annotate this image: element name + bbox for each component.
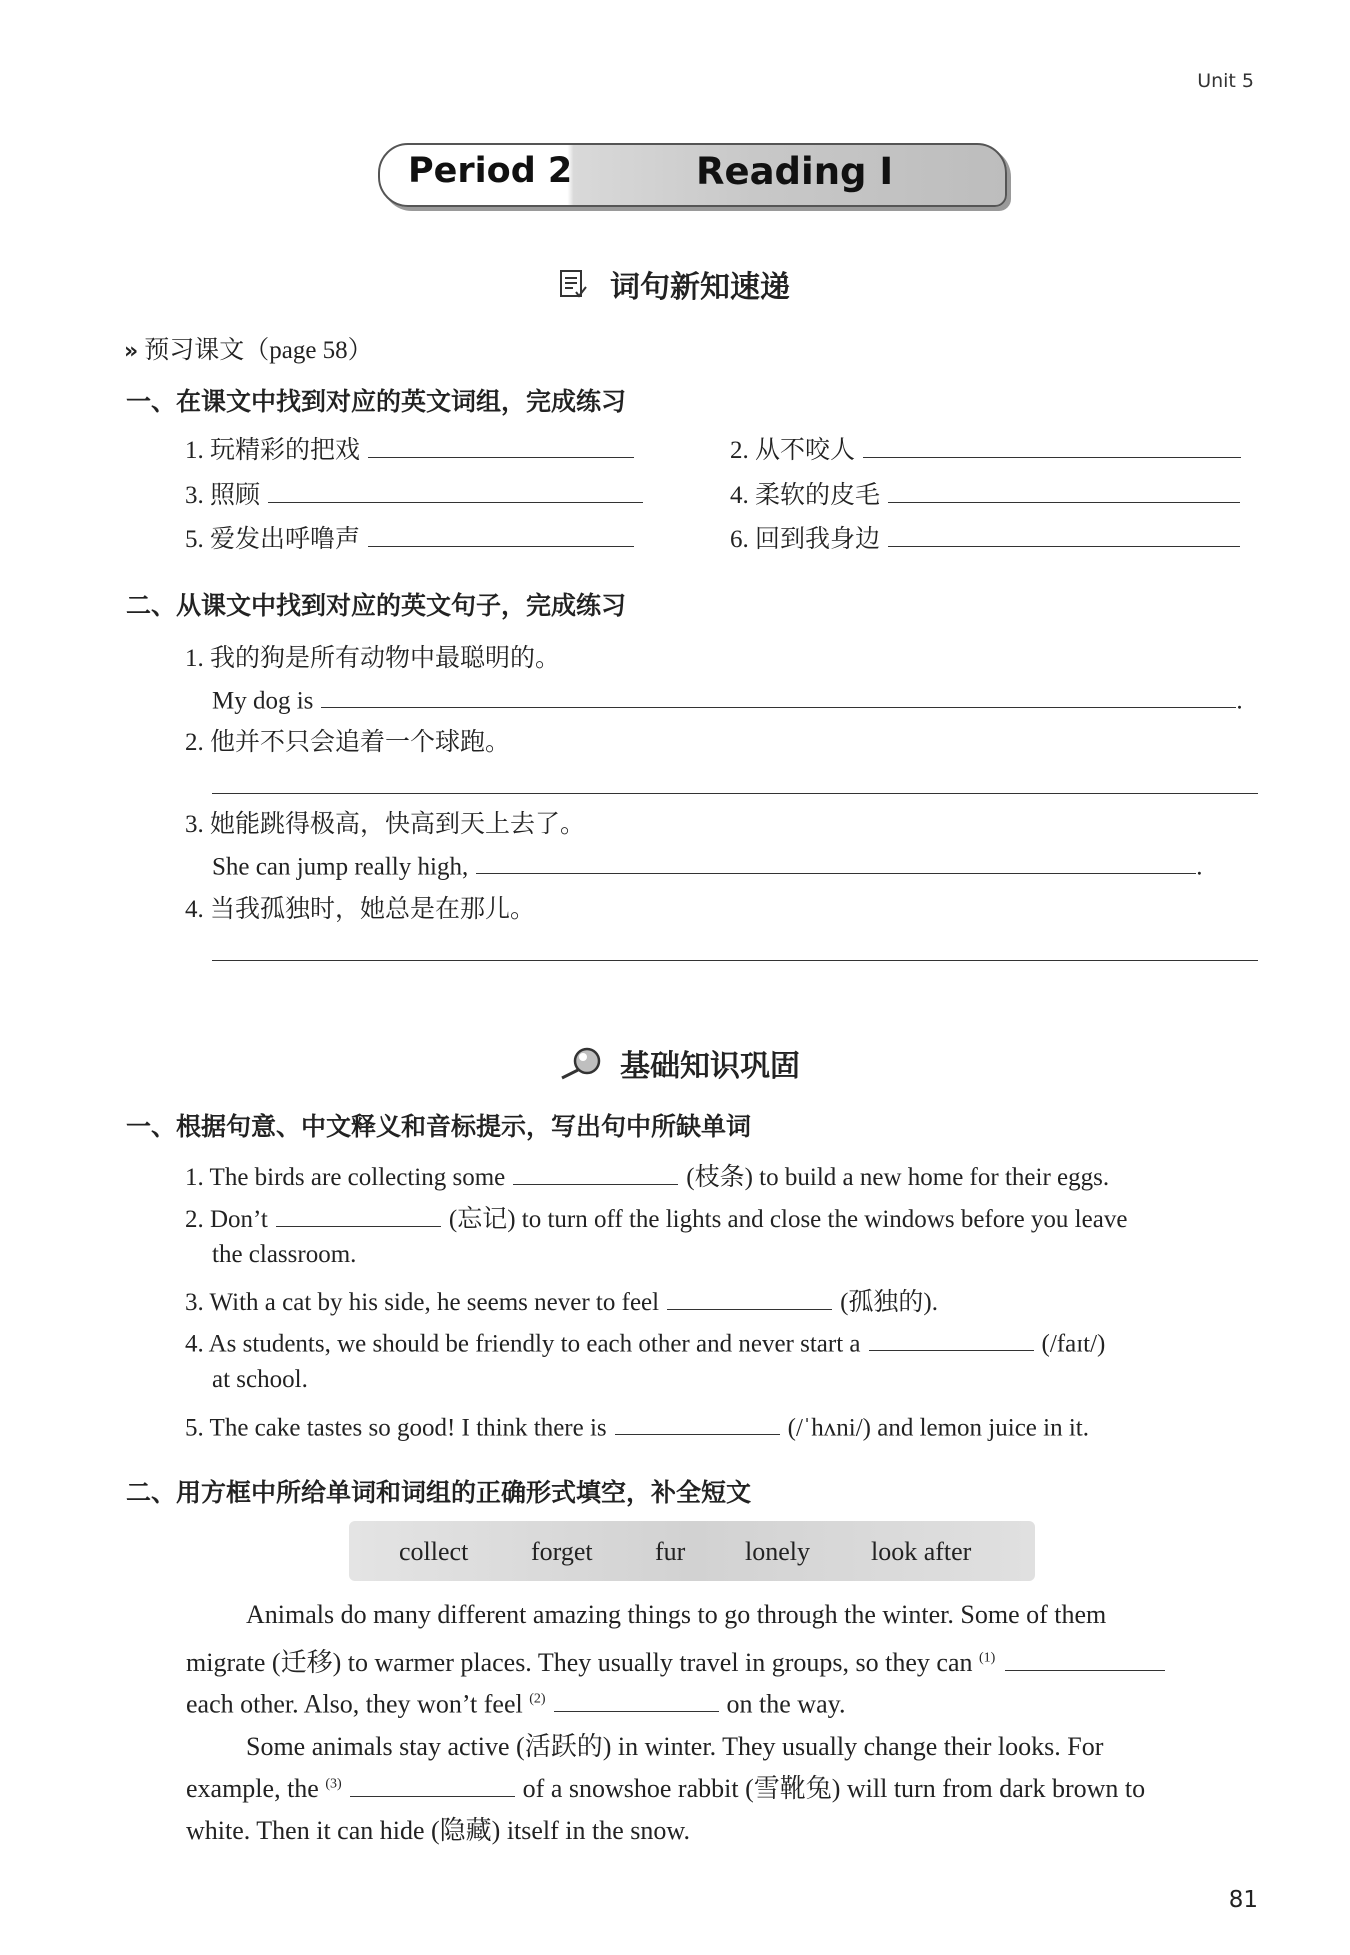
item-hint: (/ˈhʌni/) and lemon juice in it. xyxy=(787,1414,1089,1442)
magnifier-icon xyxy=(558,1045,602,1081)
part-title: 二、从课文中找到对应的英文句子，完成练习 xyxy=(126,591,627,620)
phrase-prompt: 5. 爱发出呼噜声 xyxy=(185,526,361,553)
exercise-item xyxy=(185,1282,938,1318)
section-heading-basics xyxy=(558,1041,800,1085)
sentence-cn: 2. 他并不只会追着一个球跑。 xyxy=(185,729,511,756)
exercise-item xyxy=(185,1324,1105,1358)
item-hint: (孤独的). xyxy=(840,1289,938,1316)
period-banner xyxy=(378,143,1007,207)
item-continuation: at school. xyxy=(212,1366,308,1393)
passage-line xyxy=(186,1768,1145,1805)
item-text: 4. As students, we should be friendly to each other and never start a xyxy=(185,1330,861,1358)
passage-line xyxy=(186,1684,845,1719)
answer-blank[interactable] xyxy=(268,476,643,503)
double-chevron-icon: » xyxy=(124,339,139,364)
answer-blank[interactable] xyxy=(554,1684,719,1712)
exercise-item xyxy=(185,1199,1127,1235)
item-hint: (枝条) to build a new home for their eggs. xyxy=(686,1164,1110,1191)
phrase-item xyxy=(185,430,634,466)
item-text: 3. With a cat by his side, he seems never to feel xyxy=(185,1289,660,1316)
preview-line xyxy=(124,330,373,366)
word-option: lonely xyxy=(745,1537,810,1566)
item-text: 2. Don’t xyxy=(185,1206,268,1233)
passage-line: Animals do many different amazing things to go through the winter. Some of them xyxy=(246,1600,1107,1629)
passage-text: example, the xyxy=(186,1774,319,1803)
answer-blank[interactable] xyxy=(368,431,634,458)
page-number: 81 xyxy=(1228,1887,1258,1913)
word-option: forget xyxy=(531,1537,593,1566)
answer-blank[interactable] xyxy=(1005,1643,1165,1671)
passage-text: of a snowshoe rabbit (雪靴兔) will turn from dark brown to xyxy=(522,1774,1146,1803)
answer-blank[interactable] xyxy=(615,1408,780,1435)
answer-blank[interactable] xyxy=(368,520,634,547)
lesson-label: Reading I xyxy=(696,150,894,193)
passage-line: Some animals stay active (活跃的) in winter. They usually change their looks. For xyxy=(246,1732,1104,1761)
phrase-prompt: 2. 从不咬人 xyxy=(730,437,856,464)
item-hint: (忘记) to turn off the lights and close the windows before you leave xyxy=(448,1206,1128,1233)
word-box xyxy=(349,1521,1035,1581)
unit-label: Unit 5 xyxy=(1197,70,1254,92)
sentence-cn: 1. 我的狗是所有动物中最聪明的。 xyxy=(185,645,561,672)
sentence-cn: 4. 当我孤独时，她总是在那儿。 xyxy=(185,896,536,923)
answer-blank[interactable] xyxy=(276,1200,441,1227)
item-text: 1. The birds are collecting some xyxy=(185,1164,506,1191)
answer-line[interactable] xyxy=(212,960,1258,961)
period-label: Period 2 xyxy=(408,151,573,191)
answer-blank[interactable] xyxy=(667,1283,832,1310)
sentence-en xyxy=(212,681,1243,715)
answer-blank[interactable] xyxy=(863,431,1241,458)
exercise-item xyxy=(185,1408,1089,1442)
word-option: collect xyxy=(399,1537,469,1566)
passage-line xyxy=(186,1642,1165,1679)
phrase-item xyxy=(730,430,1241,466)
answer-blank[interactable] xyxy=(888,520,1240,547)
answer-blank[interactable] xyxy=(888,476,1240,503)
sentence-end: . xyxy=(1196,853,1203,881)
sentence-en xyxy=(212,847,1202,881)
item-text: 5. The cake tastes so good! I think there is xyxy=(185,1414,607,1442)
exercise-item xyxy=(185,1157,1109,1193)
blank-number: (2) xyxy=(529,1691,546,1707)
notes-icon xyxy=(558,269,588,299)
phrase-item xyxy=(185,519,634,555)
section-title: 基础知识巩固 xyxy=(620,1049,800,1084)
answer-line[interactable] xyxy=(212,793,1258,794)
answer-blank[interactable] xyxy=(513,1158,678,1185)
item-continuation: the classroom. xyxy=(212,1241,357,1268)
phrase-prompt: 1. 玩精彩的把戏 xyxy=(185,437,361,464)
phrase-prompt: 6. 回到我身边 xyxy=(730,526,881,553)
word-option: fur xyxy=(655,1537,686,1566)
answer-blank[interactable] xyxy=(350,1769,515,1797)
sentence-start: My dog is xyxy=(212,687,314,715)
phrase-prompt: 3. 照顾 xyxy=(185,482,261,509)
item-hint: (/faɪt/) xyxy=(1041,1330,1106,1358)
phrase-item xyxy=(730,519,1240,555)
phrase-prompt: 4. 柔软的皮毛 xyxy=(730,482,881,509)
answer-blank[interactable] xyxy=(321,681,1236,708)
phrase-item xyxy=(185,475,643,511)
passage-line: white. Then it can hide (隐藏) itself in the snow. xyxy=(186,1816,691,1845)
answer-blank[interactable] xyxy=(476,847,1196,874)
part-title: 二、用方框中所给单词和词组的正确形式填空，补全短文 xyxy=(126,1478,752,1507)
sentence-start: She can jump really high, xyxy=(212,853,469,881)
section-title: 词句新知速递 xyxy=(610,270,790,305)
blank-number: (1) xyxy=(979,1650,996,1666)
sentence-cn: 3. 她能跳得极高，快高到天上去了。 xyxy=(185,811,586,838)
part-title: 一、在课文中找到对应的英文词组，完成练习 xyxy=(126,387,627,416)
passage-text: migrate (迁移) to warmer places. They usually travel in groups, so they can xyxy=(186,1648,973,1677)
answer-blank[interactable] xyxy=(869,1324,1034,1351)
phrase-item xyxy=(730,475,1240,511)
word-option: look after xyxy=(871,1537,972,1566)
section-heading-vocab xyxy=(558,262,790,306)
preview-text: 预习课文（page 58） xyxy=(144,337,373,364)
passage-text: each other. Also, they won’t feel xyxy=(186,1689,523,1719)
blank-number: (3) xyxy=(325,1776,342,1792)
sentence-end: . xyxy=(1236,687,1243,715)
passage-text: on the way. xyxy=(726,1689,846,1719)
part-title: 一、根据句意、中文释义和音标提示，写出句中所缺单词 xyxy=(126,1112,752,1141)
